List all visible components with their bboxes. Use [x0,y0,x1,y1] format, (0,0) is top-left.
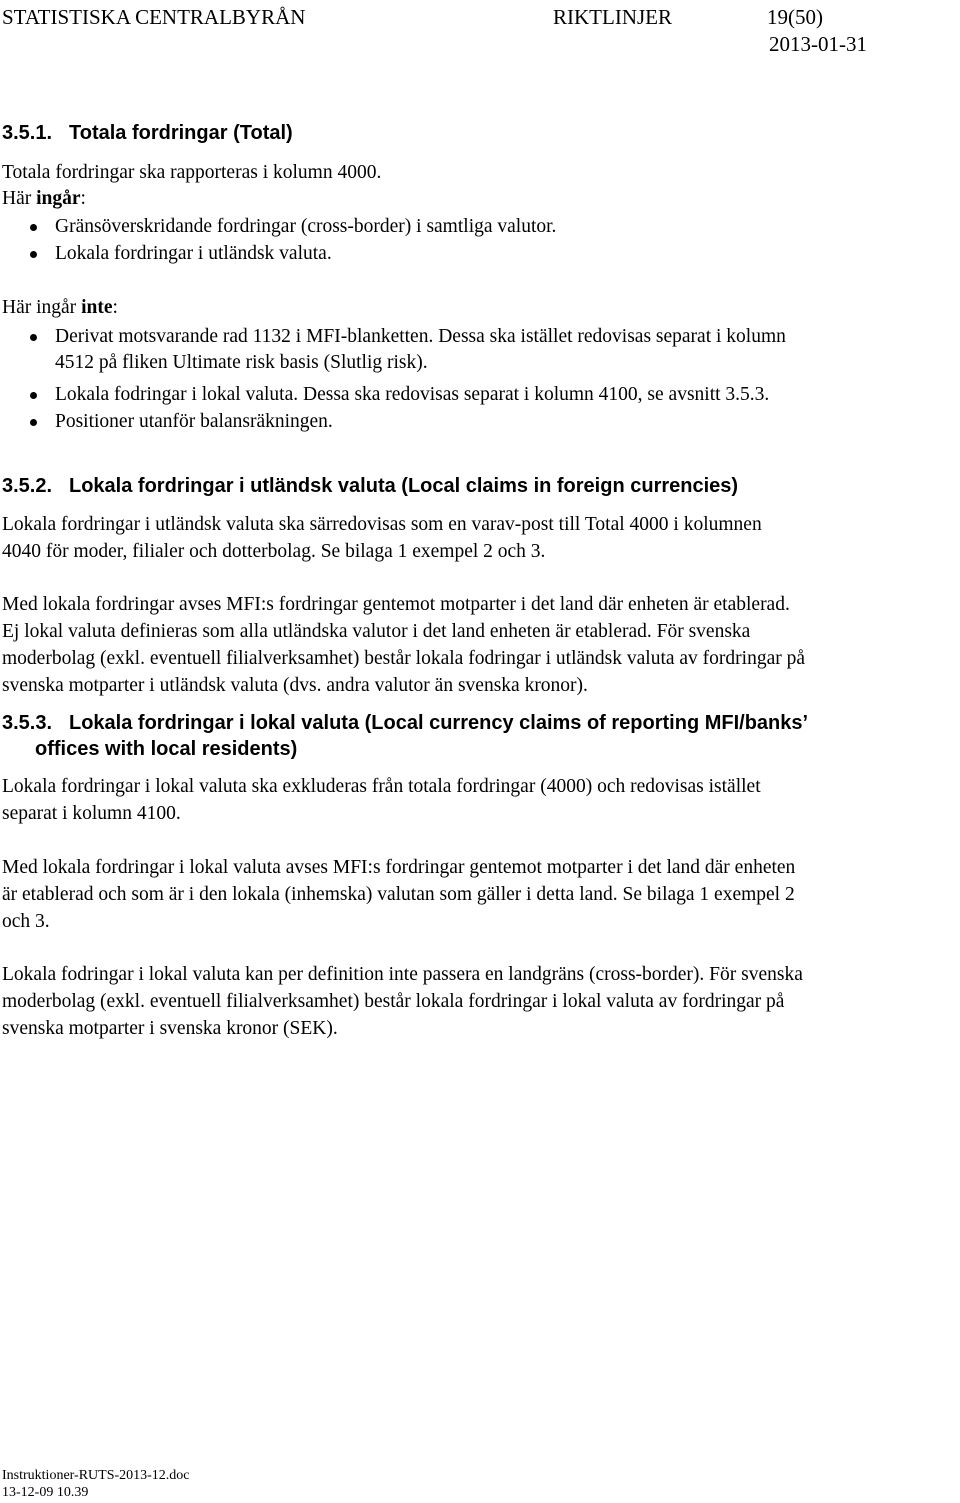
section-title-continuation: offices with local residents) [35,738,298,760]
bullet-icon [30,334,37,341]
header-document-type: RIKTLINJER [553,5,672,29]
paragraph-line: moderbolag (exkl. eventuell filialverksamhet) består lokala fordringar i lokal valuta av fordringar på [2,991,785,1012]
paragraph-line: svenska motparter i svenska kronor (SEK). [2,1018,338,1039]
header-date: 2013-01-31 [769,32,867,56]
paragraph-line: Med lokala fordringar avses MFI:s fordringar gentemot motparter i det land där enheten är etablerad. [2,594,790,615]
document-page: STATISTISKA CENTRALBYRÅN RIKTLINJER 19(50) 2013-01-31 3.5.1. Totala fordringar (Total) Totala fordringar ska rapporteras i kolumn 4000. Här ingår: Gränsöverskridande fordringar (cross-border) i samtliga valutor. Lokala fordringar i utländsk valuta. Här ingår inte: Derivat motsvarande rad 1132 i MFI-blanketten. Dessa ska istället redovisas separat i kolumn 4512 på fliken Ultimate risk basis (Slutlig risk). Lokala fodringar i lokal valuta. Dessa ska redovisas separat i kolumn 4100, se avsnitt 3.5.3. Positioner utanför balansräkningen. 3.5.2. Lokala fordringar i utländsk valuta (Local claims in foreign currencies) Lokala fordringar i utländsk valuta ska särredovisas som en varav-post till Total 4000 i kolumnen 4040 för moder, filialer och dotterbolag. Se bilaga 1 exempel 2 och 3. Med lokala fordringar avses MFI:s fordringar gentemot motparter i det land där enheten är etablerad. Ej lokal valuta definieras som alla utländska valutor i det land enheten är etablerad. För svenska moderbolag (exkl. eventuell filialverksamhet) består lokala fodringar i utländsk valuta av fordringar på svenska motparter i utländsk valuta (dvs. andra valutor än svenska kronor). 3.5.3. Lokala fordringar i lokal valuta (Local currency claims of reporting MFI/banks’ offices with local residents) Lokala fordringar i lokal valuta ska exkluderas från totala fordringar (4000) och redovisas istället separat i kolumn 4100. Med lokala fordringar i lokal valuta avses MFI:s fordringar gentemot motparter i det land där enheten är etablerad och som är i den lokala (inhemska) valutan som gäller i detta land. Se bilaga 1 exempel 2 och 3. Lokala fodringar i lokal valuta kan per definition inte passera en landgräns (cross-border). För svenska moderbolag (exkl. eventuell filialverksamhet) består lokala fordringar i lokal valuta av fordringar på svenska motparter i svenska kronor (SEK). Instruktioner-RUTS-2013-12.doc 13-12-09 10.39 [2,5,867,1500]
footer-timestamp: 13-12-09 10.39 [2,1485,89,1500]
header-organization: STATISTISKA CENTRALBYRÅN [2,5,306,29]
paragraph-line: svenska motparter i utländsk valuta (dvs. andra valutor än svenska kronor). [2,675,588,696]
paragraph-line: Lokala fordringar i utländsk valuta ska särredovisas som en varav-post till Total 4000 i kolumnen [2,514,762,535]
included-label: Här ingår: [2,188,86,209]
paragraph-line: moderbolag (exkl. eventuell filialverksamhet) består lokala fodringar i utländsk valuta av fordringar på [2,648,806,669]
paragraph: Totala fordringar ska rapporteras i kolumn 4000. [2,162,382,183]
bullet-icon [30,419,37,426]
footer-filename: Instruktioner-RUTS-2013-12.doc [2,1468,190,1483]
bullet-icon [30,224,37,231]
header-page-number: 19(50) [767,5,823,29]
section-title: Totala fordringar (Total) [69,122,293,144]
section-352-heading [2,473,738,499]
paragraph-line: och 3. [2,911,50,932]
section-number: 3.5.3. [2,712,53,734]
paragraph-line: Lokala fodringar i lokal valuta kan per definition inte passera en landgräns (cross-border). För svenska [2,964,803,985]
paragraph-line: är etablerad och som är i den lokala (inhemska) valutan som gäller i detta land. Se bilaga 1 exempel 2 [2,884,795,905]
paragraph-line: Lokala fordringar i lokal valuta ska exkluderas från totala fordringar (4000) och redovisas istället [2,776,761,797]
section-title: Lokala fordringar i utländsk valuta (Local claims in foreign currencies) [69,475,739,497]
bullet-icon [30,392,37,399]
section-number: 3.5.2. [2,475,53,497]
section-title: Lokala fordringar i lokal valuta (Local currency claims of reporting MFI/banks’ [69,712,809,734]
excluded-label: Här ingår inte: [2,297,118,318]
paragraph-line: Ej lokal valuta definieras som alla utländska valutor i det land enheten är etablerad. För svenska [2,621,751,642]
bullet-icon [30,251,37,258]
paragraph-line: 4040 för moder, filialer och dotterbolag. Se bilaga 1 exempel 2 och 3. [2,541,546,562]
paragraph-line: separat i kolumn 4100. [2,803,181,824]
paragraph-line: Med lokala fordringar i lokal valuta avses MFI:s fordringar gentemot motparter i det land där enheten [2,857,796,878]
section-351-heading [2,120,293,146]
section-353-heading [2,710,808,736]
section-number: 3.5.1. [2,122,53,144]
